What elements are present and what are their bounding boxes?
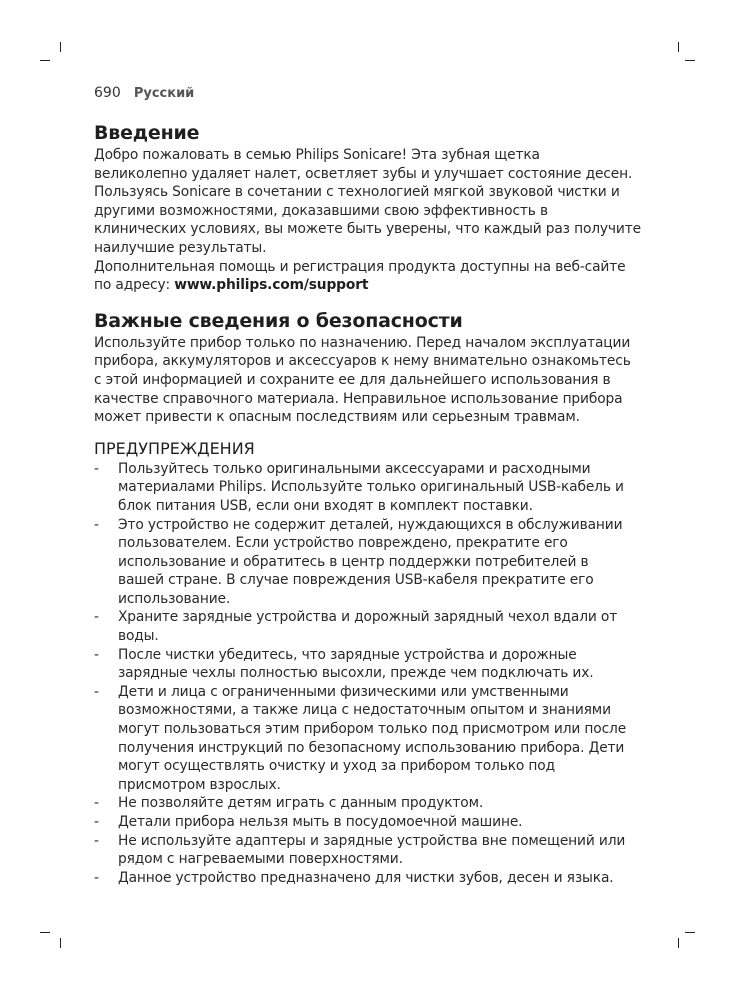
warnings-section	[94, 438, 650, 888]
crop-mark-top-right-v	[678, 42, 679, 52]
safety-line: Используйте прибор только по назначению. Перед началом эксплуатации	[94, 334, 631, 351]
support-url-link[interactable]: www.philips.com/support	[174, 277, 369, 294]
bullet-dash: -	[94, 609, 99, 626]
safety-title: Важные сведения о безопасности	[94, 309, 463, 332]
warnings-title: ПРЕДУПРЕЖДЕНИЯ	[94, 438, 255, 458]
warning-item	[94, 794, 650, 813]
safety-line: с этой информацией и сохраните ее для дальнейшего использования в	[94, 371, 611, 388]
bullet-dash: -	[94, 814, 99, 830]
bullet-dash: -	[94, 795, 99, 812]
intro-paragraph	[94, 146, 650, 295]
bullet-dash: -	[94, 683, 99, 700]
safety-line: качестве справочного материала. Неправильное использование прибора	[94, 390, 623, 407]
warning-line: Не используйте адаптеры и зарядные устройства вне помещений или	[118, 832, 626, 849]
warning-line: Данное устройство предназначено для чистки зубов, десен и языка.	[118, 869, 614, 886]
warning-line: Не позволяйте детям играть с данным продуктом.	[118, 795, 484, 812]
warning-line: Храните зарядные устройства и дорожный зарядный чехол вдали от	[118, 609, 618, 626]
crop-mark-top-right-h	[685, 60, 695, 61]
safety-section	[94, 308, 650, 427]
warning-line: блок питания USB, если они входят в комплект поставки.	[118, 497, 533, 514]
warning-item	[94, 813, 650, 832]
warnings-list	[94, 460, 650, 888]
crop-mark-bottom-left-h	[40, 932, 50, 933]
intro-line: Дополнительная помощь и регистрация продукта доступны на веб-сайте	[94, 258, 626, 275]
warning-line: пользователем. Если устройство повреждено, прекратите его	[118, 535, 568, 552]
intro-line: великолепно удаляет налет, осветляет зубы и улучшает состояние десен.	[94, 165, 633, 182]
crop-mark-top-left-h	[40, 60, 50, 61]
warning-line: Дети и лица с ограниченными физическими или умственными	[118, 683, 569, 700]
warning-line: Пользуйтесь только оригинальными аксессуарами и расходными	[118, 460, 591, 477]
page-number: 690	[94, 85, 121, 101]
warning-item	[94, 832, 650, 869]
warning-line: могут пользоваться этим прибором только под присмотром или после	[118, 721, 627, 738]
warning-line: зарядные чехлы полностью высохли, прежде чем подключать их.	[118, 665, 594, 682]
safety-line: прибора, аккумуляторов и аксессуаров к нему внимательно ознакомьтесь	[94, 353, 631, 370]
warning-line: материалами Philips. Используйте только оригинальный USB-кабель и	[118, 479, 624, 496]
warning-line: воды.	[118, 628, 159, 645]
crop-mark-top-left-v	[60, 42, 61, 52]
bullet-dash: -	[94, 460, 99, 477]
warning-line: вашей стране. В случае повреждения USB-кабеля прекратите его	[118, 572, 594, 589]
warning-line: использование.	[118, 590, 231, 607]
warning-line: Детали прибора нельзя мыть в посудомоечной машине.	[118, 814, 523, 830]
warning-line: могут осуществлять очистку и уход за прибором только под	[118, 758, 555, 775]
crop-mark-bottom-right-v	[678, 938, 679, 948]
header-language: Русский	[133, 86, 195, 101]
warning-item	[94, 683, 650, 795]
bullet-dash: -	[94, 832, 99, 849]
warning-line: рядом с нагреваемыми поверхностями.	[118, 851, 403, 868]
page-content	[94, 120, 650, 887]
page-header	[94, 82, 194, 102]
warning-item	[94, 516, 650, 609]
crop-mark-bottom-left-v	[60, 938, 61, 948]
intro-line: другими возможностями, доказавшими свою эффективность в	[94, 202, 548, 219]
bullet-dash: -	[94, 516, 99, 533]
intro-line: Добро пожаловать в семью Philips Sonicare! Эта зубная щетка	[94, 147, 540, 163]
warning-item	[94, 646, 650, 683]
warning-line: использование и обратитесь в центр поддержки потребителей в	[118, 553, 589, 570]
address-prefix: по адресу:	[94, 277, 175, 294]
safety-paragraph	[94, 334, 650, 427]
bullet-dash: -	[94, 869, 99, 886]
warning-item	[94, 608, 650, 645]
intro-section	[94, 120, 650, 295]
warning-item	[94, 869, 650, 888]
warning-line: После чистки убедитесь, что зарядные устройства и дорожные	[118, 646, 577, 663]
bullet-dash: -	[94, 646, 99, 663]
intro-address-line	[94, 276, 650, 295]
crop-mark-bottom-right-h	[685, 932, 695, 933]
warning-line: присмотром взрослых.	[118, 776, 281, 793]
warning-line: получения инструкций по безопасному использованию прибора. Дети	[118, 739, 625, 756]
intro-line: Пользуясь Sonicare в сочетании с технологией мягкой звуковой чистки и	[94, 184, 620, 201]
intro-line: наилучшие результаты.	[94, 239, 267, 256]
intro-title: Введение	[94, 122, 200, 144]
intro-line: клинических условиях, вы можете быть уверены, что каждый раз получите	[94, 221, 641, 238]
warning-line: Это устройство не содержит деталей, нуждающихся в обслуживании	[118, 516, 623, 533]
warning-line: возможностями, а также лица с недостаточным опытом и знаниями	[118, 702, 611, 719]
warning-item	[94, 460, 650, 516]
safety-line: может привести к опасным последствиям или серьезным травмам.	[94, 409, 580, 426]
